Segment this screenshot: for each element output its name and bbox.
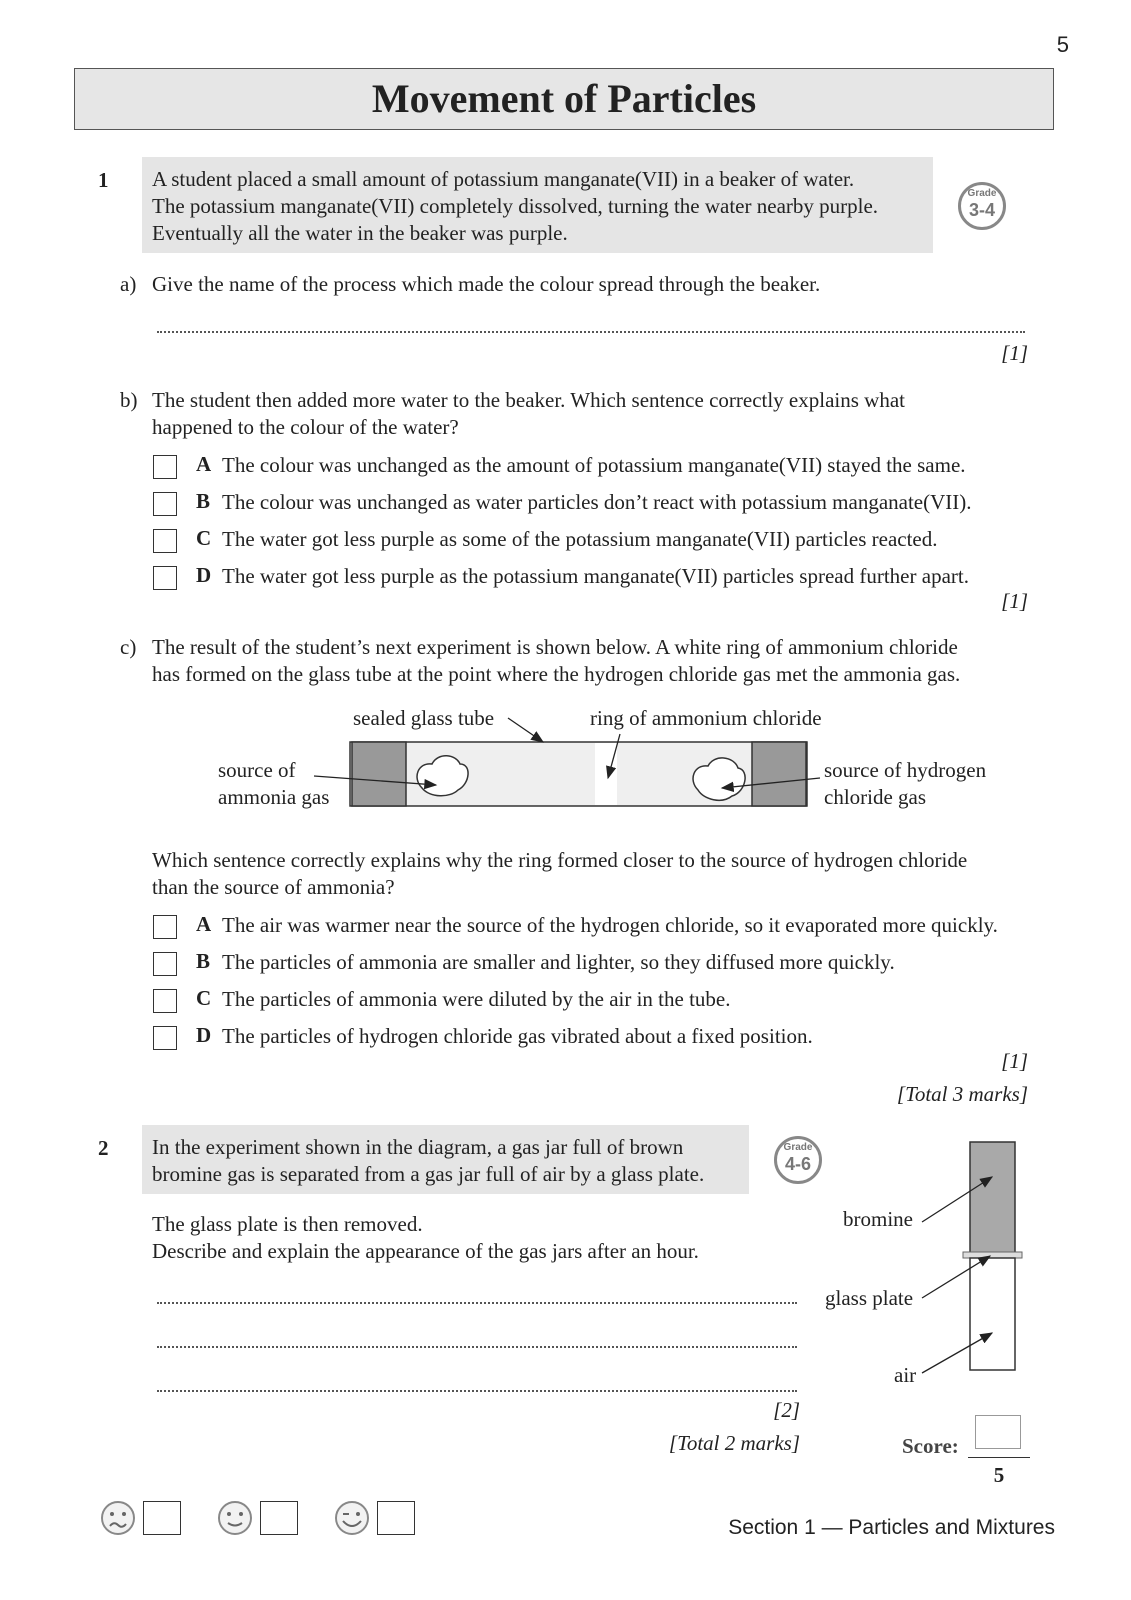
q1c-question-line-2: than the source of ammonia? xyxy=(152,875,395,899)
q1a-label: a) xyxy=(120,272,137,296)
q1c-option-a-letter: A xyxy=(196,912,212,936)
ammonium-chloride-ring xyxy=(595,743,617,805)
q1c-marks: [1] xyxy=(1001,1049,1028,1073)
score-box[interactable] xyxy=(975,1415,1021,1449)
q1c-option-c-text: The particles of ammonia were diluted by the air in the tube. xyxy=(222,987,731,1011)
score-out-of: 5 xyxy=(993,1463,1005,1487)
q1-intro-line-2: The potassium manganate(VII) completely dissolved, turning the water nearby purple. xyxy=(152,194,879,218)
winking-face-icon xyxy=(334,1500,370,1536)
grade-label: Grade xyxy=(967,188,997,199)
q2-text-line-2: Describe and explain the appearance of the gas jars after an hour. xyxy=(152,1239,699,1263)
q1c-option-a-checkbox[interactable] xyxy=(153,915,177,939)
q1c-option-b-checkbox[interactable] xyxy=(153,952,177,976)
grade-badge xyxy=(958,182,1006,230)
q2-answer-line-2[interactable] xyxy=(157,1346,797,1348)
bromine-label: bromine xyxy=(843,1207,913,1231)
sealed-tube-arrow xyxy=(508,718,543,742)
q1b-label: b) xyxy=(120,388,138,412)
q1b-option-a-letter: A xyxy=(196,452,212,476)
q1a-answer-line[interactable] xyxy=(157,331,1025,333)
q1c-text-line-1: The result of the student’s next experiment is shown below. A white ring of ammonium chloride xyxy=(152,635,958,659)
sealed-tube-label: sealed glass tube xyxy=(353,706,495,730)
q1c-label: c) xyxy=(120,635,137,659)
q2-total-marks: [Total 2 marks] xyxy=(668,1431,800,1455)
q1c-option-d-letter: D xyxy=(196,1023,212,1047)
left-stopper xyxy=(352,742,406,806)
q1c-option-b-text: The particles of ammonia are smaller and lighter, so they diffused more quickly. xyxy=(222,950,895,974)
q1-total-marks: [Total 3 marks] xyxy=(896,1082,1028,1106)
gas-jars-diagram xyxy=(900,1130,1050,1390)
q1b-option-b-text: The colour was unchanged as water particles don’t react with potassium manganate(VII). xyxy=(222,490,972,514)
q1b-option-d-text: The water got less purple as the potassium manganate(VII) particles spread further apart. xyxy=(222,564,969,588)
grade-label: Grade xyxy=(783,1142,813,1153)
glass-plate xyxy=(963,1252,1022,1258)
q1b-option-d-letter: D xyxy=(196,563,212,587)
question-1-number: 1 xyxy=(98,168,109,192)
hcl-label-line-1: source of hydrogen xyxy=(824,758,987,782)
ammonia-label-line-2: ammonia gas xyxy=(218,785,330,809)
sad-face-icon xyxy=(100,1500,136,1536)
glass-plate-label: glass plate xyxy=(825,1286,914,1310)
q1b-option-c-checkbox[interactable] xyxy=(153,529,177,553)
q1b-text-line-2: happened to the colour of the water? xyxy=(152,415,459,439)
q1c-option-c-letter: C xyxy=(196,986,212,1010)
q1a-marks: [1] xyxy=(1001,341,1028,365)
grade-value: 4-6 xyxy=(784,1154,811,1174)
air-gas-jar xyxy=(970,1258,1015,1370)
q1b-option-c-text: The water got less purple as some of the potassium manganate(VII) particles reacted. xyxy=(222,527,938,551)
q1b-option-d-checkbox[interactable] xyxy=(153,566,177,590)
self-assessment-box-2[interactable] xyxy=(260,1501,298,1535)
q1c-text-line-2: has formed on the glass tube at the point where the hydrogen chloride gas met the ammonia gas. xyxy=(152,662,961,686)
q1b-option-b-checkbox[interactable] xyxy=(153,492,177,516)
ring-label: ring of ammonium chloride xyxy=(590,706,822,730)
score-divider xyxy=(968,1457,1030,1458)
q2-intro-line-2: bromine gas is separated from a gas jar full of air by a glass plate. xyxy=(152,1162,705,1186)
hcl-label-line-2: chloride gas xyxy=(824,785,927,809)
page-number: 5 xyxy=(1056,32,1069,57)
q2-intro-line-1: In the experiment shown in the diagram, a gas jar full of brown xyxy=(152,1135,684,1159)
q1-intro-line-3: Eventually all the water in the beaker was purple. xyxy=(152,221,568,245)
q1-intro-line-1: A student placed a small amount of potassium manganate(VII) in a beaker of water. xyxy=(152,167,855,191)
q2-answer-line-3[interactable] xyxy=(157,1390,797,1392)
q1b-option-b-letter: B xyxy=(196,489,211,513)
air-label: air xyxy=(894,1363,917,1387)
self-assessment-box-1[interactable] xyxy=(143,1501,181,1535)
page-title: Movement of Particles xyxy=(371,76,757,121)
score-label: Score: xyxy=(902,1434,959,1458)
q1c-option-a-text: The air was warmer near the source of the hydrogen chloride, so it evaporated more quickly. xyxy=(222,913,998,937)
grade-value: 3-4 xyxy=(968,200,995,220)
q1b-text-line-1: The student then added more water to the beaker. Which sentence correctly explains what xyxy=(152,388,905,412)
q1c-option-d-checkbox[interactable] xyxy=(153,1026,177,1050)
q2-marks: [2] xyxy=(773,1398,800,1422)
ammonia-label-line-1: source of xyxy=(218,758,296,782)
q2-answer-line-1[interactable] xyxy=(157,1302,797,1304)
right-stopper xyxy=(752,742,806,806)
q1b-marks: [1] xyxy=(1001,589,1028,613)
q1b-option-a-text: The colour was unchanged as the amount of potassium manganate(VII) stayed the same. xyxy=(222,453,966,477)
q1c-option-b-letter: B xyxy=(196,949,211,973)
q2-text-line-1: The glass plate is then removed. xyxy=(152,1212,423,1236)
bromine-gas-jar xyxy=(970,1142,1015,1254)
q1b-option-c-letter: C xyxy=(196,526,212,550)
grade-badge xyxy=(774,1136,822,1184)
neutral-face-icon xyxy=(217,1500,253,1536)
q1c-option-d-text: The particles of hydrogen chloride gas vibrated about a fixed position. xyxy=(222,1024,813,1048)
question-2-number: 2 xyxy=(98,1136,109,1160)
q1c-option-c-checkbox[interactable] xyxy=(153,989,177,1013)
q1a-text: Give the name of the process which made the colour spread through the beaker. xyxy=(152,272,821,296)
q1c-question-line-1: Which sentence correctly explains why the ring formed closer to the source of hydrogen chloride xyxy=(152,848,968,872)
self-assessment-box-3[interactable] xyxy=(377,1501,415,1535)
q1b-option-a-checkbox[interactable] xyxy=(153,455,177,479)
section-footer: Section 1 — Particles and Mixtures xyxy=(728,1516,1055,1539)
